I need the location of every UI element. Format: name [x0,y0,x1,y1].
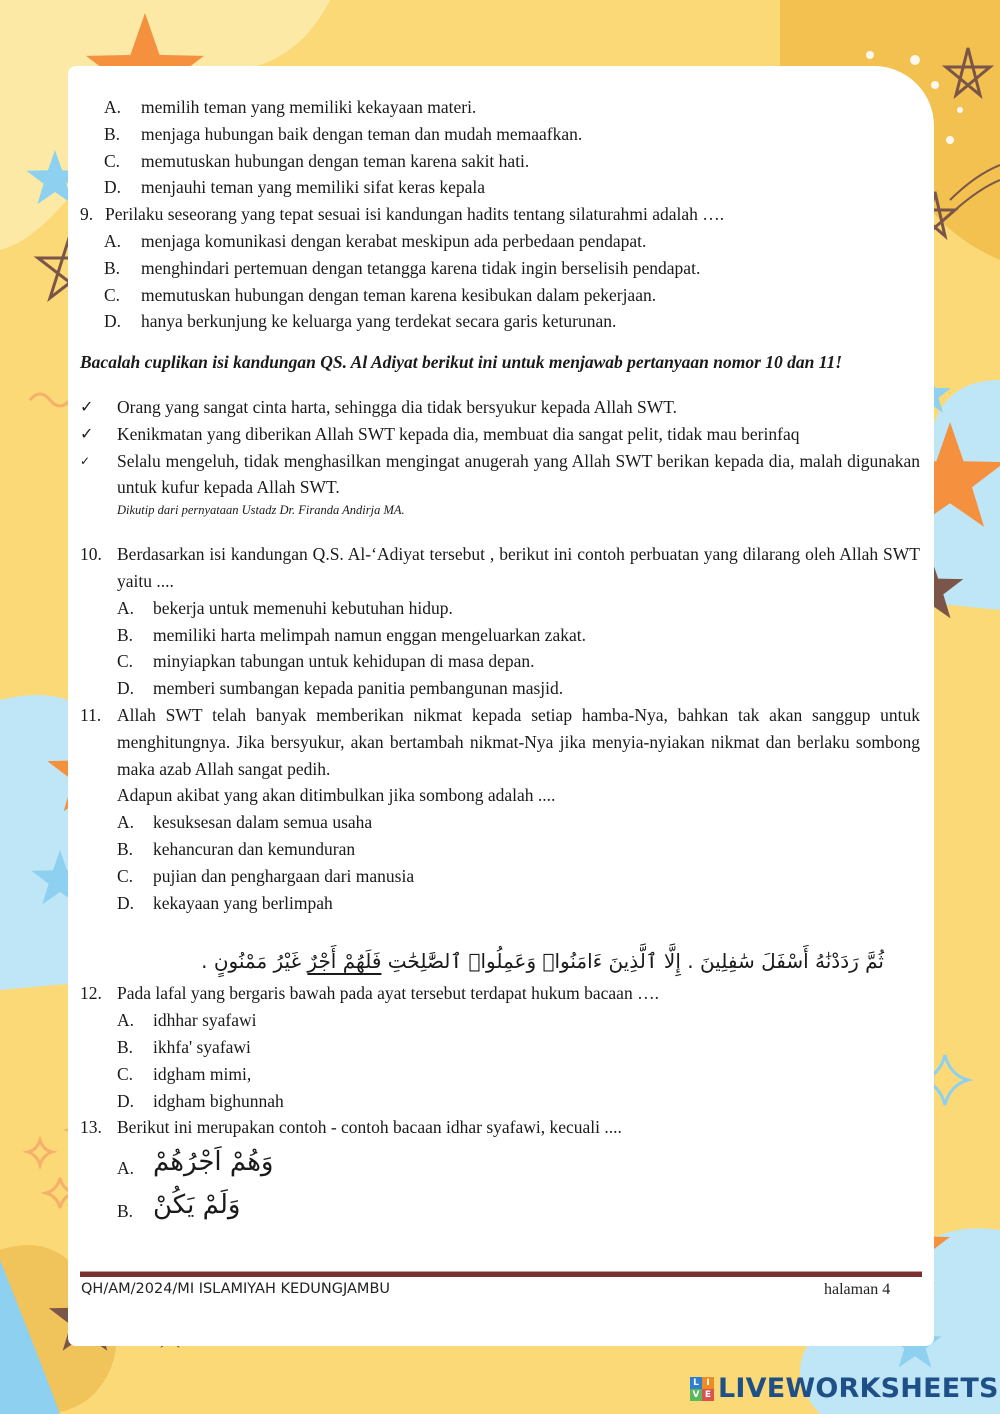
worksheet-content [80,94,920,1227]
q12-option-d[interactable]: D. idgham bighunnah [117,1090,284,1111]
check-icon: ✓ [80,423,94,443]
q12-option-a[interactable]: A. idhhar syafawi [117,1010,257,1031]
question-9 [80,201,920,335]
q11-option-a[interactable]: A. kesuksesan dalam semua usaha [117,812,373,833]
question-13 [80,1114,920,1227]
q11-option-d[interactable]: D. kekayaan yang berlimpah [117,892,333,913]
q13-option-a[interactable]: A. وَهُمْ اَجْرُهُمْ [117,1147,274,1179]
underlined-phrase: فَلَهُمْ أَجْرٌ [307,949,382,974]
checklist-item: ✓ Orang yang sangat cinta harta, sehingga dia tidak bersyukur kepada Allah SWT. [80,394,920,421]
liveworksheets-brand[interactable] [690,1373,999,1404]
question-11-text: 11. Allah SWT telah banyak memberikan nikmat kepada setiap hamba-Nya, bahkan tak akan sanggup untuk menghitungnya. Jika bersyukur, akan bertambah nikmat-Nya jika menyia-nyiakan nikmat dan berlaku sombong maka azab Allah sangat pedih. [80,704,920,779]
q9-option-c[interactable]: C. memutuskan hubungan dengan teman karena kesibukan dalam pekerjaan. [104,284,657,305]
question-12 [80,980,920,1114]
question-13-text: 13. Berikut ini merupakan contoh - contoh bacaan idhar syafawi, kecuali .... [80,1117,622,1138]
question-10-text: 10. Berdasarkan isi kandungan Q.S. Al-‘Adiyat tersebut , berikut ini contoh perbuatan yang dilarang oleh Allah SWT yaitu .... [80,544,920,591]
reading-instruction: Bacalah cuplikan isi kandungan QS. Al Adiyat berikut ini untuk menjawab pertanyaan nomor 10 dan 11! [80,352,843,373]
question-11-prompt: Adapun akibat yang akan ditimbulkan jika sombong adalah .... [117,785,556,806]
quran-verse: ثُمَّ رَدَدْنَٰهُ أَسْفَلَ سَٰفِلِينَ . إِلَّا ٱلَّذِينَ ءَامَنُوا۟ وَعَمِلُوا۟ ٱلصَّٰلِحَٰتِ فَلَهُمْ أَجْرٌ غَيْرُ مَمْنُونٍ . [201,949,884,974]
q10-option-c[interactable]: C. minyiapkan tabungan untuk kehidupan di masa depan. [117,651,535,672]
q8-option-c[interactable]: C. memutuskan hubungan dengan teman karena sakit hati. [104,150,530,171]
q10-option-b[interactable]: B. memiliki harta melimpah namun enggan mengeluarkan zakat. [117,624,586,645]
checklist-item: ✓ Selalu mengeluh, tidak menghasilkan mengingat anugerah yang Allah SWT berikan kepada dia, malah digunakan untuk kufur kepada Allah SWT. [80,448,920,502]
liveworksheets-wordmark: LIVEWORKSHEETS [718,1373,999,1404]
q8-option-a[interactable]: A. memilih teman yang memiliki kekayaan materi. [104,97,477,117]
q9-option-b[interactable]: B. menghindari pertemuan dengan tetangga karena tidak ingin berselisih pendapat. [104,257,701,278]
footer-page-number: halaman 4 [824,1281,891,1298]
question-12-text: 12. Pada lafal yang bergaris bawah pada ayat tersebut terdapat hukum bacaan …. [80,983,659,1004]
question-9-text: 9. Perilaku seseorang yang tepat sesuai isi kandungan hadits tentang silaturahmi adalah …. [80,204,725,225]
q9-option-d[interactable]: D. hanya berkunjung ke keluarga yang terdekat secara garis keturunan. [104,311,617,332]
question-11 [80,702,920,916]
checklist [80,394,920,501]
check-icon: ✓ [80,396,94,416]
q12-option-c[interactable]: C. idgham mimi, [117,1063,252,1084]
question-10 [80,541,920,702]
checklist-item: ✓ Kenikmatan yang diberikan Allah SWT kepada dia, membuat dia sangat pelit, tidak mau berinfaq [80,421,920,448]
footer-divider [80,1271,922,1277]
check-icon: ✓ [80,453,91,468]
q11-option-c[interactable]: C. pujian dan penghargaan dari manusia [117,865,415,886]
q11-option-b[interactable]: B. kehancuran dan kemunduran [117,838,356,859]
quote-source: Dikutip dari pernyataan Ustadz Dr. Firanda Andirja MA. [117,503,405,518]
q12-option-b[interactable]: B. ikhfa' syafawi [117,1036,251,1057]
q9-option-a[interactable]: A. menjaga komunikasi dengan kerabat meskipun ada perbedaan pendapat. [104,230,647,251]
liveworksheets-logo-icon: L I V E [690,1377,714,1401]
footer-document-code: QH/AM/2024/MI ISLAMIYAH KEDUNGJAMBU [81,1281,391,1297]
q10-option-a[interactable]: A. bekerja untuk memenuhi kebutuhan hidup. [117,597,453,618]
q8-option-d[interactable]: D. menjauhi teman yang memiliki sifat keras kepala [104,177,486,198]
q10-option-d[interactable]: D. memberi sumbangan kepada panitia pembangunan masjid. [117,678,564,699]
q8-option-b[interactable]: B. menjaga hubungan baik dengan teman dan mudah memaafkan. [104,123,583,144]
q13-option-b[interactable]: B. وَلَمْ يَكُنْ [117,1190,241,1222]
question-8-options [80,94,920,201]
